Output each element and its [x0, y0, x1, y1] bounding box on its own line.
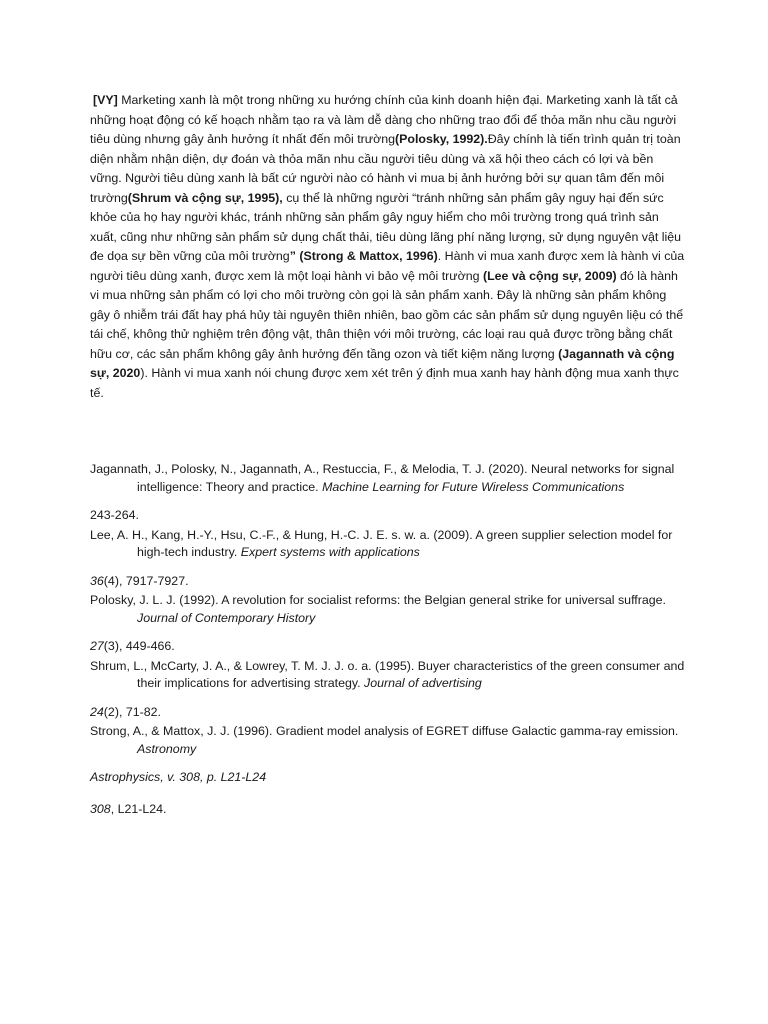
paragraph-text: đó là hành vi mua những sản phẩm có lợi cho môi trường còn gọi là sản phẩm xanh. Đây là những sản phẩm không gây ô nhiễm trái đất hay phá hủy tài nguyên thiên nhiên, bao gồm các sản phẩm sử dụng nguyên liệu có thể tái chế, không thử nghiệm trên động vật, thân thiện với môi trường, các loại rau quả được trồng bằng chất hữu cơ, các sản phẩm không gây ảnh hưởng đến tầng ozon và tiết kiệm năng lượng: [90, 268, 684, 361]
reference-journal: Journal of advertising: [364, 676, 482, 690]
paragraph-text: . Hành vi mua xanh được xem là hành vi của người tiêu dùng xanh, được xem là một loại hành vi bảo vệ môi trường: [90, 249, 685, 283]
reference-volume: [90, 801, 690, 819]
reference-item: [90, 461, 690, 496]
volume-number: 27: [90, 639, 104, 653]
reference-journal-line: [90, 769, 690, 787]
reference-journal: Journal of Contemporary History: [137, 610, 316, 625]
paragraph-text: cụ thể là những người “tránh những sản phẩm gây nguy hại đến sức khỏe của họ hay người khác, tránh những sản phẩm gây nguy hiểm cho môi trường trong quá trình sản xuất, cũng như những sản phẩm sử dụng chất thải, tiêu dùng lãng phí năng lượng, sử dụng nguyên vật liệu đe dọa sự bền vững của môi trường: [90, 190, 682, 263]
volume-number: 308: [90, 801, 111, 816]
volume-pages: (2), 71-82.: [103, 704, 161, 719]
citation-bold: (Jagannath và cộng sự, 2020: [90, 346, 675, 380]
volume-pages: 243-264.: [90, 508, 139, 522]
citation-bold: (Lee và cộng sự, 2009): [482, 268, 617, 283]
citation-bold: ” (Strong & Mattox, 1996): [289, 249, 438, 263]
volume-pages: , L21-L24.: [110, 801, 167, 816]
journal-name: Astrophysics, v. 308, p. L21-L24: [90, 770, 267, 784]
volume-number: 24: [90, 704, 104, 719]
citation-bold: (Shrum và cộng sự, 1995),: [127, 190, 283, 205]
volume-pages: (4), 7917-7927.: [103, 573, 189, 588]
reference-item: [90, 527, 690, 562]
reference-text: Jagannath, J., Polosky, N., Jagannath, A., Restuccia, F., & Melodia, T. J. (2020). Neural networks for signal intelligence: Theory and practice.: [90, 462, 675, 494]
reference-item: [90, 723, 690, 758]
reference-list: [90, 461, 690, 832]
reference-volume: [90, 507, 690, 525]
paragraph-text: Đây chính là tiến trình quản trị toàn diện nhằm nhận diện, dự đoán và thỏa mãn nhu cầu người tiêu dùng và xã hội theo cách có lợi và bền vững. Người tiêu dùng xanh là bất cứ người nào có hành vi mua bị ảnh hưởng bởi sự quan tâm đến môi trường: [90, 132, 681, 205]
paragraph-text: Marketing xanh là một trong những xu hướng chính của kinh doanh hiện đại. Marketing xanh là tất cả những hoạt động có kế hoạch nhằm tạo ra và làm dễ dàng cho những trao đổi để thỏa mãn nhu cầu người tiêu dùng nhưng gây ảnh hưởng ít nhất đến môi trường: [90, 93, 678, 146]
paragraph-text: ). Hành vi mua xanh nói chung được xem xét trên ý định mua xanh hay hành động mua xanh thực tế.: [90, 366, 679, 400]
reference-volume: [90, 638, 690, 656]
reference-text: Lee, A. H., Kang, H.-Y., Hsu, C.-F., & Hung, H.-C. J. E. s. w. a. (2009). A green supplier selection model for high-tech industry.: [90, 527, 673, 559]
volume-pages: (3), 449-466.: [103, 639, 175, 653]
reference-item: [90, 658, 690, 693]
reference-item: [90, 592, 690, 627]
reference-text: Shrum, L., McCarty, J. A., & Lowrey, T. M. J. J. o. a. (1995). Buyer characteristics of the green consumer and their implications for advertising strategy.: [90, 658, 685, 690]
citation-bold: [VY]: [93, 93, 118, 107]
reference-journal: Astronomy: [137, 741, 197, 756]
reference-volume: [90, 704, 690, 722]
volume-number: 36: [90, 573, 104, 588]
reference-text: Polosky, J. L. J. (1992). A revolution for socialist reforms: the Belgian general strike for universal suffrage.: [90, 593, 666, 607]
body-paragraph: [90, 91, 686, 403]
reference-text: Strong, A., & Mattox, J. J. (1996). Gradient model analysis of EGRET diffuse Galactic gamma-ray emission.: [90, 724, 679, 738]
reference-journal: Expert systems with applications: [240, 545, 420, 559]
reference-journal: Machine Learning for Future Wireless Communications: [322, 479, 625, 494]
reference-volume: [90, 573, 690, 591]
citation-bold: (Polosky, 1992).: [394, 132, 488, 146]
